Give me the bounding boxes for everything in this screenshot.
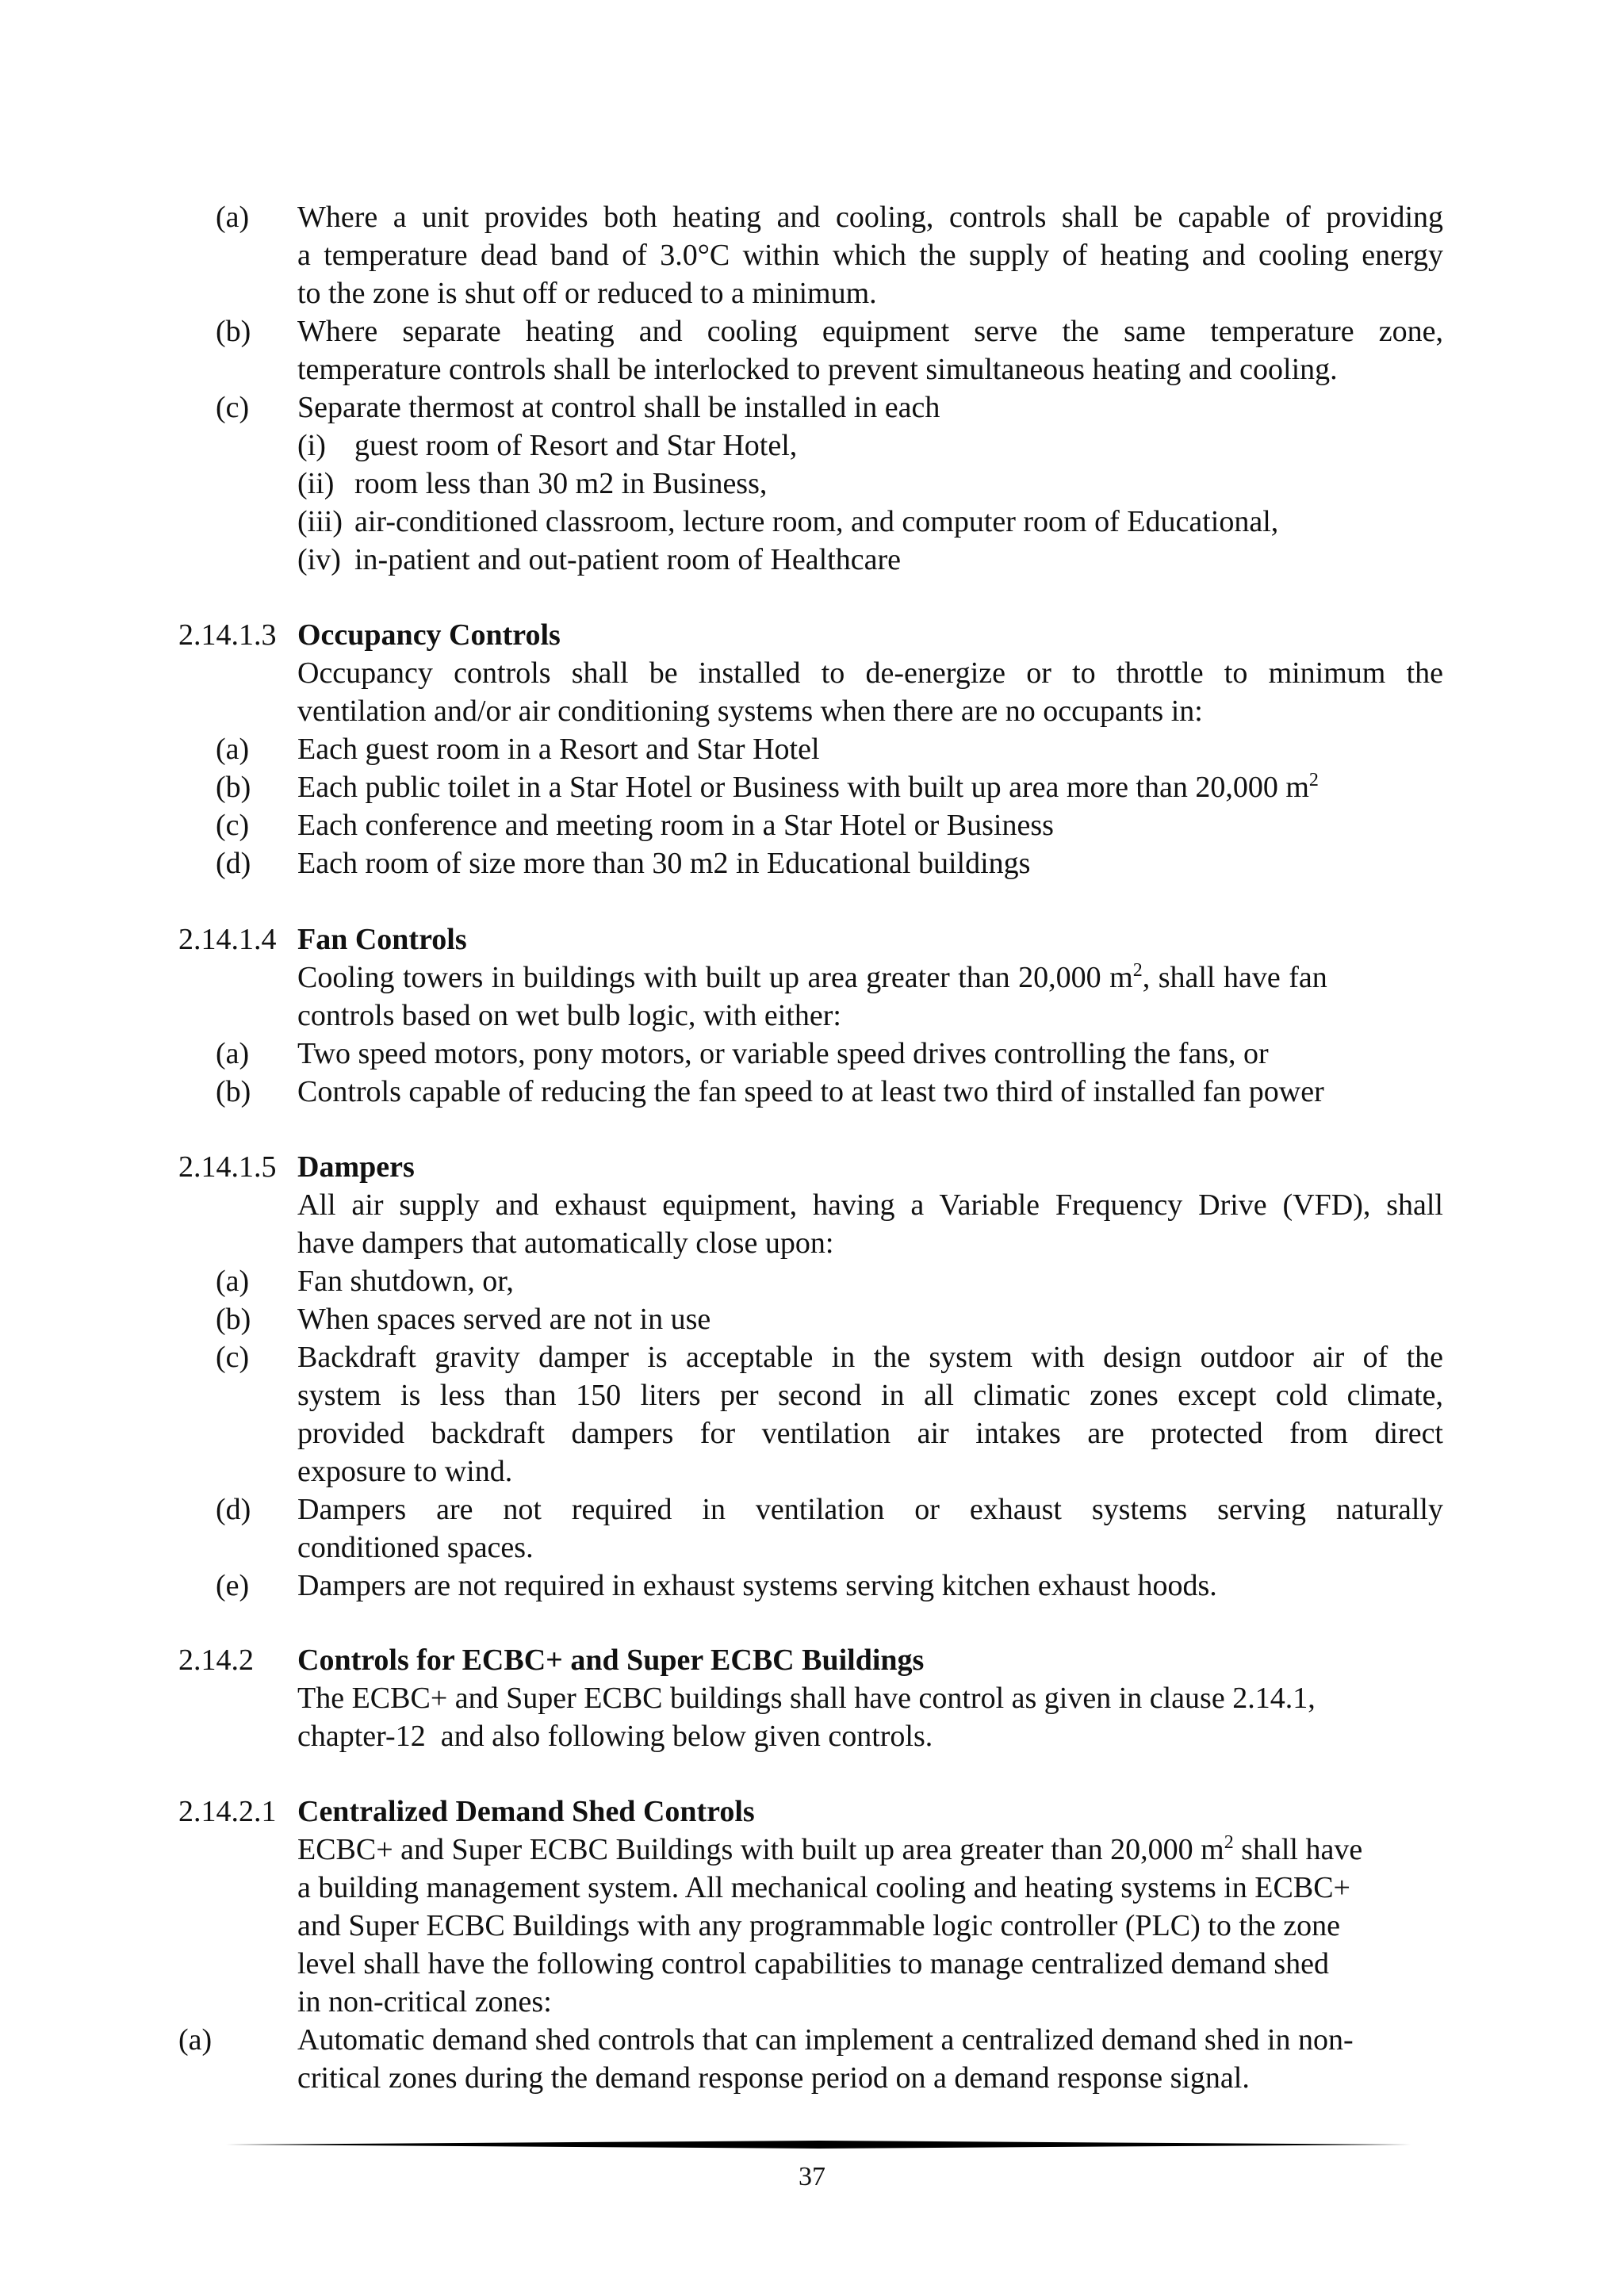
paragraph-line: a building management system. All mechanical cooling and heating systems in ECBC+ [297, 1871, 1350, 1904]
section-heading: Occupancy Controls [297, 618, 561, 652]
section-heading: Fan Controls [297, 923, 467, 956]
section-number: 2.14.1.4 [178, 923, 277, 956]
superscript: 2 [1308, 770, 1319, 790]
paragraph-line: level shall have the following control capabilities to manage centralized demand shed [297, 1947, 1330, 1980]
item-text: temperature controls shall be interlocked to prevent simultaneous heating and cooling. [297, 353, 1338, 386]
subitem-text: air-conditioned classroom, lecture room, and computer room of Educational, [354, 505, 1279, 538]
item-text: conditioned spaces. [297, 1531, 534, 1564]
subitem-label: (ii) [297, 467, 335, 500]
item-text: Backdraft gravity damper is acceptable in the system with design outdoor air of the [297, 1341, 1443, 1374]
paragraph-line: ventilation and/or air conditioning systems when there are no occupants in: [297, 695, 1203, 728]
paragraph-line: and Super ECBC Buildings with any programmable logic controller (PLC) to the zone [297, 1909, 1340, 1942]
item-label: (c) [216, 809, 250, 842]
item-text: Dampers are not required in exhaust systems serving kitchen exhaust hoods. [297, 1569, 1217, 1602]
item-text: Controls capable of reducing the fan speed to at least two third of installed fan power [297, 1075, 1324, 1108]
item-text: Each guest room in a Resort and Star Hotel [297, 733, 820, 766]
paragraph-line: controls based on wet bulb logic, with either: [297, 999, 841, 1032]
section-heading: Controls for ECBC+ and Super ECBC Buildings [297, 1644, 925, 1677]
item-text: Separate thermost at control shall be installed in each [297, 391, 940, 424]
item-label: (a) [216, 201, 250, 234]
item-text: system is less than 150 liters per second in all climatic zones except cold climate, [297, 1379, 1443, 1412]
item-label: (b) [216, 1075, 251, 1108]
item-text: critical zones during the demand response period on a demand response signal. [297, 2061, 1250, 2095]
item-text: Each conference and meeting room in a Star Hotel or Business [297, 809, 1054, 842]
section-heading: Centralized Demand Shed Controls [297, 1795, 755, 1828]
item-label: (a) [216, 733, 250, 766]
item-label: (a) [178, 2023, 213, 2057]
paragraph-line: in non-critical zones: [297, 1985, 552, 2019]
item-label: (a) [216, 1265, 250, 1298]
item-text: Dampers are not required in ventilation or exhaust systems serving naturally [297, 1493, 1443, 1526]
subitem-label: (iv) [297, 543, 341, 576]
paragraph-line: chapter-12 and also following below given controls. [297, 1720, 933, 1753]
item-label: (b) [216, 315, 251, 348]
item-text: Automatic demand shed controls that can implement a centralized demand shed in non- [297, 2023, 1354, 2057]
subitem-text: guest room of Resort and Star Hotel, [354, 429, 798, 462]
item-text: Fan shutdown, or, [297, 1265, 514, 1298]
paragraph-line: Occupancy controls shall be installed to de-energize or to throttle to minimum the [297, 656, 1443, 690]
superscript: 2 [1224, 1832, 1234, 1853]
item-label: (d) [216, 1493, 251, 1526]
footer-rule [226, 2141, 1411, 2149]
paragraph-line: ECBC+ and Super ECBC Buildings with built up area greater than 20,000 $m^2$ shall have [297, 1832, 1363, 1866]
item-label: (e) [216, 1569, 250, 1602]
section-number: 2.14.2.1 [178, 1795, 277, 1828]
item-label: (c) [216, 391, 250, 424]
section-number: 2.14.1.5 [178, 1150, 277, 1184]
item-label: (b) [216, 1303, 251, 1336]
section-number: 2.14.2 [178, 1644, 254, 1677]
item-label: (c) [216, 1341, 250, 1374]
item-text: provided backdraft dampers for ventilation air intakes are protected from direct [297, 1417, 1443, 1450]
item-text: When spaces served are not in use [297, 1303, 711, 1336]
item-label: (a) [216, 1037, 250, 1070]
section-number: 2.14.1.3 [178, 618, 277, 652]
item-text: Where a unit provides both heating and cooling, controls shall be capable of providing [297, 201, 1443, 234]
item-text: Each public toilet in a Star Hotel or Business with built up area more than 20,000 m [297, 771, 1309, 804]
subitem-label: (iii) [297, 505, 343, 538]
item-label: (b) [216, 771, 251, 804]
paragraph-line: The ECBC+ and Super ECBC buildings shall have control as given in clause 2.14.1, [297, 1682, 1316, 1715]
item-text: Two speed motors, pony motors, or variable speed drives controlling the fans, or [297, 1037, 1269, 1070]
item-text: Each room of size more than 30 m2 in Educational buildings [297, 847, 1031, 880]
item-text: a temperature dead band of 3.0°C within which the supply of heating and cooling energy [297, 239, 1443, 272]
paragraph-line: All air supply and exhaust equipment, having a Variable Frequency Drive (VFD), shall [297, 1188, 1443, 1222]
subitem-label: (i) [297, 429, 326, 462]
page-number: 37 [799, 2162, 825, 2191]
subitem-text: in-patient and out-patient room of Healthcare [354, 543, 902, 576]
item-text: Where separate heating and cooling equipment serve the same temperature zone, [297, 315, 1443, 348]
superscript: 2 [1132, 960, 1143, 981]
paragraph-line: have dampers that automatically close upon: [297, 1226, 834, 1260]
section-heading: Dampers [297, 1150, 415, 1184]
item-text: exposure to wind. [297, 1455, 513, 1488]
item-text: to the zone is shut off or reduced to a minimum. [297, 277, 877, 310]
item-label: (d) [216, 847, 251, 880]
paragraph-line: Cooling towers in buildings with built up area greater than 20,000 $m^2$, shall have fan [297, 960, 1327, 994]
subitem-text: room less than 30 m2 in Business, [354, 467, 768, 500]
